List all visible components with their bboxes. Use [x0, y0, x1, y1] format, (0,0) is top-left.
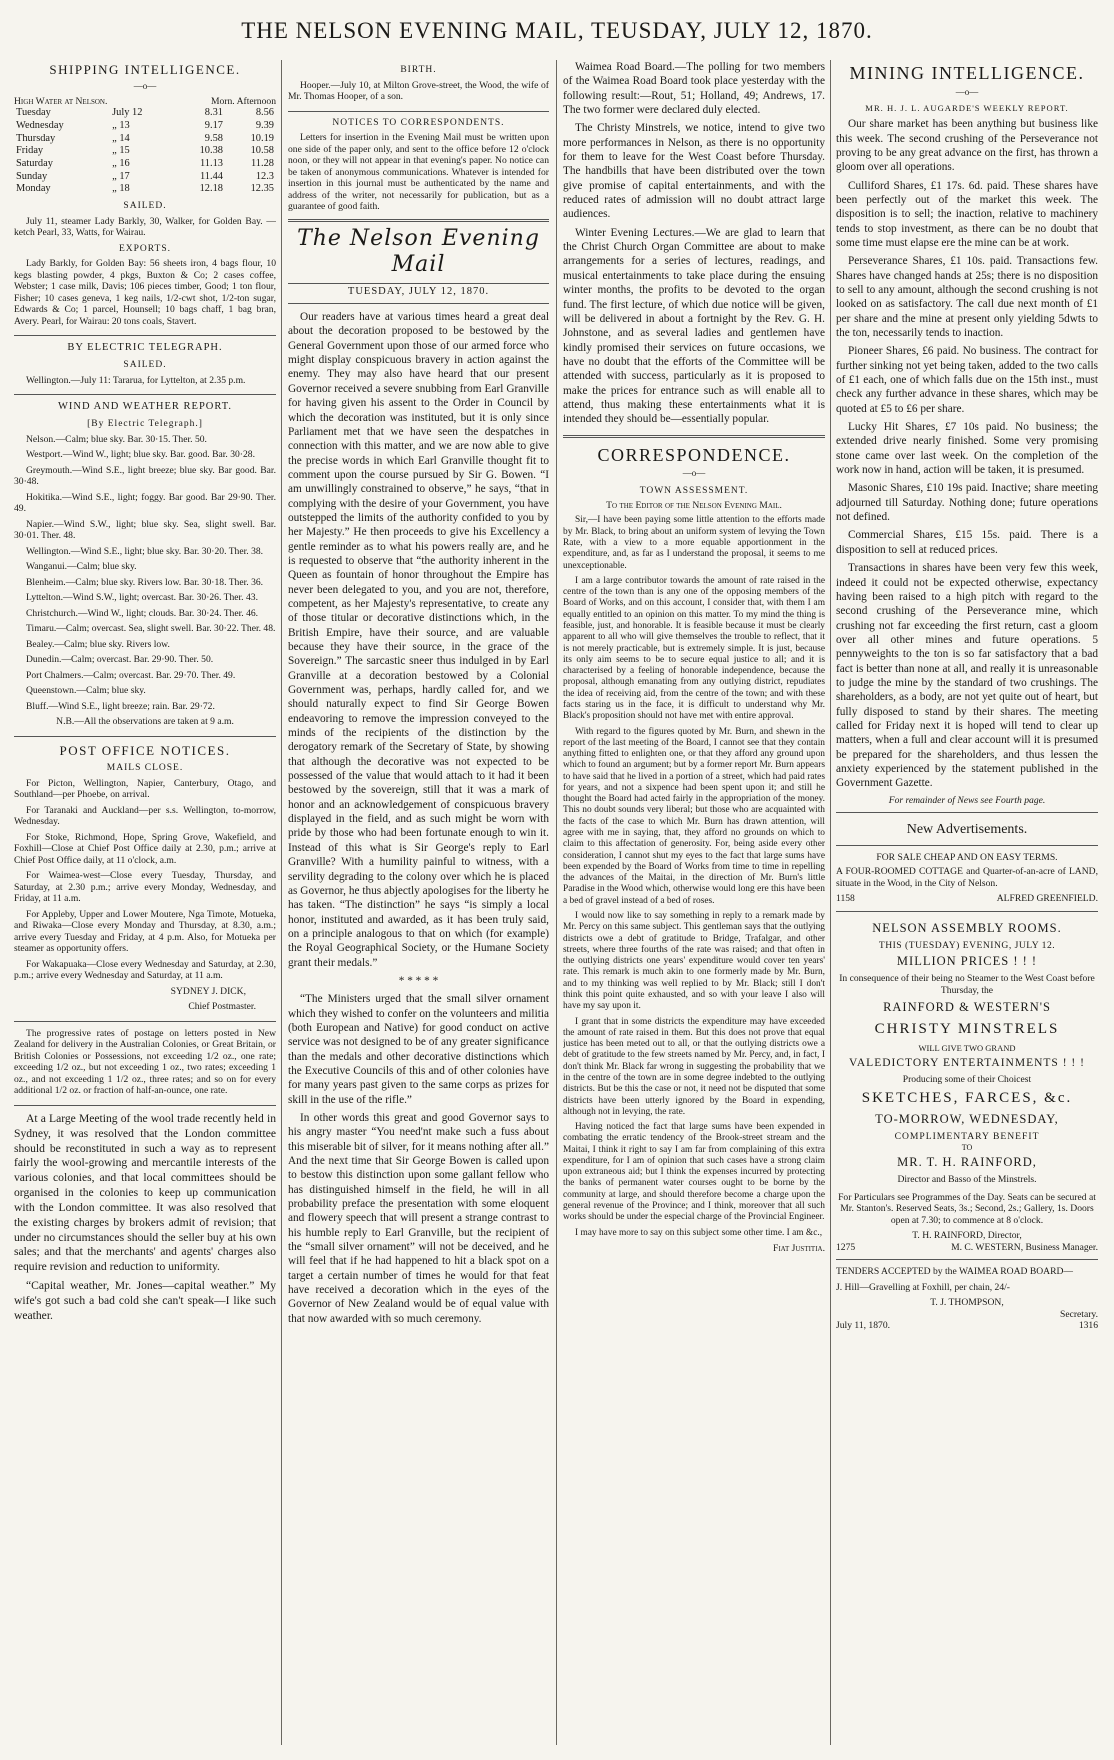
telegraph-text: Wellington.—July 11: Tararua, for Lyttelton, at 2.35 p.m. [26, 374, 246, 386]
tide-cell: Wednesday [16, 120, 64, 132]
tender-date: July 11, 1870. [836, 1320, 891, 1332]
tide-cell: „ 17 [112, 170, 130, 182]
postmaster-signature: SYDNEY J. DICK, [170, 985, 246, 997]
rainford-sig: T. H. RAINFORD, Director, [912, 1230, 1022, 1242]
weather-item: Hokitika.—Wind S.E., light; foggy. Bar good. Bar 29·90. Ther. 49. [14, 491, 276, 515]
tenders-heading: TENDERS ACCEPTED by the WAIMEA ROAD BOARD— [836, 1266, 1074, 1278]
tide-cell: 12.35 [250, 183, 274, 195]
tide-cell: 9.39 [255, 120, 274, 132]
tide-row [14, 183, 276, 196]
tide-cell: Saturday [16, 158, 53, 170]
tide-caption: High Water at Nelson. [14, 95, 108, 107]
editorial-paragraph: In other words this great and good Governor says to his angry master “You need'nt make such a fuss about this miserable bit of silver, for it means nothing after all.” And the next time that Sir George Bowen is called upon to bestow this distinction upon some gallant fellow who has distinguished himself in the field, he will in all probability preface the presentation with some eloquent and flowery speech that will present a strange contrast to his humble reply to Earl Granville, but the recipient of the “small silver ornament” will not be deceived, and he will feel that if he had happened to hit a black spot on a target a certain number of times he would for that feat have received a decoration which in the eyes of the Governor of New Zealand would be of equal value with that now awarded with so much ceremony. [288, 1112, 549, 1325]
tide-row [14, 133, 276, 146]
weather-item: Wellington.—Wind S.E., light; blue sky. Bar. 30·20. Ther. 38. [26, 545, 264, 557]
mail-notice: For Wakapuaka—Close every Wednesday and Saturday, at 2.30, p.m.; arrive every Wednesday and Saturday, at 11 a.m. [14, 958, 276, 982]
tide-cell: Thursday [16, 132, 56, 144]
column-1 [14, 60, 276, 1745]
weather-item: Westport.—Wind W., light; blue sky. Bar. good. Bar. 30·28. [26, 449, 255, 461]
notices-text: Letters for insertion in the Evening Mail must be written upon one side of the paper only, and sent to the office before 12 o'clock noon, or they will not appear in that evening's paper. No notice can be taken of anonymous communications. Whatever is intended for insertion in this journal must be authenticated by the name and address of the writer, not necessarily for publication, but as a guarantee of good faith. [288, 132, 549, 213]
weather-item: Christchurch.—Wind W., light; clouds. Bar. 30·24. Ther. 46. [26, 607, 259, 619]
letter-paragraph: With regard to the figures quoted by Mr. Burn, and shewn in the report of the last meeting of the Board, I cannot see that they contain anything fitted to enlighten one, or that they afford any ground upon which to found an argument; but by a former report Mr. Burn appears to have said that he lived in a portion of a street, which had paid rates for years, and not a sixpence had been spent upon it; and still he thought the Board had acted fairly in the appropriation of the money. This no doubt sounds very liberal; but those who are acquainted with the facts of the case to which Mr. Burn has drawn attention, will agree with me in saying, that, they afford no grounds on which to claim to this affectation of generosity. For, being aside every other consideration, I cannot shut my eyes to the fact that large sums have been expended by the Board of Works from time to time in repelling the advances of the Maitai, in the direction of Mr. Burn's little Paradise in the Wood which, otherwise would long ere this have been a bed of gravel instead of a bed of roses. [563, 726, 825, 906]
tide-cell: Monday [16, 183, 51, 195]
ornament: —o— [955, 86, 979, 97]
mining-list [836, 117, 1098, 790]
tide-row [14, 145, 276, 158]
tide-cols: Morn. Afternoon [210, 95, 276, 107]
letter-paragraph: I am a large contributor towards the amount of rate raised in the centre of the town than is any one of the opposing members of the Board of Works, and on this account, I consider that, with them I am equally entitled to an opinion on this matter. To my mind the thing is feasible, just, and honorable. It is feasible because it must be clearly apparent to all who will give themselves the trouble to reflect, that it is not merely practicable, but is extremely simple. It is just, because its only aim seems to be to secure equal justice to all; and it is characterised by a feeling of honorable independence, because the proposal, although emanating from any outlying district, repudiates the idea of receiving aid, from the centre of the town; and with these facts staring us in the face, it is difficult to understand why Mr. Black's proposition should not have met with entire approval. [563, 575, 825, 722]
weather-item: Wanganui.—Calm; blue sky. [26, 561, 137, 573]
letter-paragraph: Having noticed the fact that large sums have been expended in combating the erratic tendency of the Brook-street stream and the Maitai, I think it right to say I am far from complaining of this extra expenditure, for I am of opinion that such cases have a strong claim upon extraneous aid; but I think the expenses incurred by protecting the banks of permanent water courses ought to be borne by the community at large, and should therefore become a charge upon the general revenue of the Province; and I think, moreover that all such works should be under the especial charge of the Provincial Engineer. [563, 1122, 825, 1223]
weather-list [14, 434, 276, 713]
mining-title: MINING INTELLIGENCE. [849, 63, 1085, 83]
letter-signoff: Fiat Justitia. [773, 1242, 825, 1254]
tomorrow: TO-MORROW, WEDNESDAY, [875, 1112, 1059, 1127]
exports-text: Lady Barkly, for Golden Bay: 56 sheets iron, 4 bags flour, 10 kegs blasting powder, 4 pkgs, Buxton & Co; 2 cases coffee, Webster; 1 case milk, Davis; 106 pieces timber, Good; 1 ton flour, Fisher; 10 cases geneva, 1 keg nails, 1/2-cwt shot, 1/2-ton sugar, Edwards & Co; 1 parcel, Hounsell; 10 bags chaff, 1 bag bran, Avery. Pearl, for Wairau: 20 tons coals, Stavert. [14, 258, 276, 327]
mail-notice: For Waimea-west—Close every Tuesday, Thursday, and Saturday, at 2.30 p.m.; arrive every Monday, Wednesday, and Friday, at 11 a.m. [14, 870, 276, 905]
paper-title: The Nelson Evening Mail [288, 219, 549, 285]
tide-cell: 10.58 [250, 145, 274, 157]
christy-minstrels: CHRISTY MINSTRELS [874, 1021, 1060, 1038]
tide-cell: „ 16 [112, 158, 130, 170]
tide-cell: „ 18 [112, 183, 130, 195]
letter-paragraph: I grant that in some districts the expenditure may have exceeded the amount of rate raised in them. But this does not prove that equal justice has been meted out to all, or that the outlying districts owe a debt of gratitude to the few streets named by Mr. Percy, and, in fact, I don't think Mr. Black far wrong in suggesting the probability that we in the centre of the town are in some degree indebted to the outlying districts. But be this the case or not, it need not be disputed that some districts have been utterly ignored by the Board in expending, although not in levying, the rate. [563, 1016, 825, 1117]
mail-notice: For Appleby, Upper and Lower Moutere, Nga Timote, Motueka, and Riwaka—Close every Monday and Thursday, at 8.30, a.m.; arrive every Tuesday and Friday, at 4 p.m. Also, for Motueka per steamer as opportunity offers. [14, 908, 276, 955]
million-prices: MILLION PRICES ! ! ! [896, 954, 1038, 969]
weather-item: Dunedin.—Calm; overcast. Bar. 29·90. Ther. 50. [26, 654, 214, 666]
tide-cell: „ 14 [112, 132, 130, 144]
weather-item: Nelson.—Calm; blue sky. Bar. 30·15. Ther. 50. [26, 433, 207, 445]
mining-paragraph: Lucky Hit Shares, £7 10s paid. No business; the extended drive nearly finished. Some very promising stone came over last week. On the completion of the work now in hand, action will be taken, it is presumed. [836, 421, 1098, 477]
winter-lectures: Winter Evening Lectures.—We are glad to learn that the Christ Church Organ Committee are about to make arrangements for a series of lectures, readings, and musical entertainments to take place during the ensuing winter months, the profits to be devoted to the organ fund. The first lecture, of which due notice will be given, will be delivered in about a fortnight by the Rev. G. H. Johnstone, and as several ladies and gentlemen have kindly promised their services on future occasions, we have no doubt that the efforts of the Committee will be attended with success, particularly as it is proposed to make the prices for entrance such as will enable all to attend, thus making these entertainments what it is intended they should be—essentially popular. [563, 226, 825, 426]
weather-item: Napier.—Wind S.W., light; blue sky. Sea, slight swell. Bar. 30·01. Ther. 48. [14, 518, 276, 542]
shipping-title: SHIPPING INTELLIGENCE. [49, 62, 241, 77]
assembly-rooms: NELSON ASSEMBLY ROOMS. [872, 920, 1062, 935]
tide-cell: 9.58 [204, 132, 223, 144]
mining-sub: MR. H. J. L. AUGARDE'S WEEKLY REPORT. [865, 103, 1069, 114]
mail-notice: For Picton, Wellington, Napier, Canterbury, Otago, and Southland—per Phoebe, on arrival. [14, 777, 276, 801]
tide-cell: Friday [16, 145, 44, 157]
tide-cell: 12.18 [199, 183, 223, 195]
column-2 [288, 60, 549, 1745]
editorial [288, 310, 549, 1326]
weather-note: N.B.—All the observations are taken at 9 a.m. [56, 716, 234, 728]
mining-paragraph: Our share market has been anything but business like this week. The second crushing of the Perseverance not proving to be any great advance on the first, has thrown a gloom over all operations. [836, 118, 1098, 174]
tide-cell: 10.19 [250, 132, 274, 144]
cottage-text: A FOUR-ROOMED COTTAGE and Quarter-of-an-acre of LAND, situate in the Wood, in the City of Nelson. [836, 866, 1098, 889]
tide-header [14, 96, 276, 108]
birth-title: BIRTH. [400, 65, 437, 75]
to: TO [961, 1142, 973, 1152]
post-list [14, 778, 276, 982]
tide-cell: 8.31 [204, 107, 223, 119]
wool-meeting: At a Large Meeting of the wool trade recently held in Sydney, it was resolved that the London committee should be reconstituted in such a way as to represent fairly the wool-growing and mercantile interests of the various colonies, and that local committees should be organised in the colonies to keep up communication with the London committee. It was also resolved that the existing charges by brokers admit of revision; that under no circumstances should the seller buy at his own sales; and that the merchants' and agents' charges also require revision and reduction to uniformity. [14, 1111, 276, 1274]
letter-body [563, 515, 825, 1238]
producing: Producing some of their Choicest [902, 1073, 1032, 1085]
ad-number: 1316 [1078, 1320, 1098, 1332]
post-subtitle: MAILS CLOSE. [106, 763, 184, 774]
mining-paragraph: Culliford Shares, £1 17s. 6d. paid. These shares have been perfectly out of the market this week. The disposition is to sell; the inaction, relative to machinery tends to stop investment, as there can be no doubt that some time must elapse ere the mine can be at work. [836, 179, 1098, 249]
director-line: Director and Basso of the Minstrels. [897, 1174, 1037, 1186]
letter-to-editor: To the Editor of the Nelson Evening Mail. [606, 499, 782, 511]
editorial-paragraph: Our readers have at various times heard a great deal about the decoration proposed to be bestowed by the General Government upon those of our armed force who might display conspicuous bravery in action against the enemy. They may also have heard that our present Governor received a severe snubbing from Earl Granville for having given his assent to the Order in Council by which the decoration was instituted, but it is only since Parliament met that we have seen the despatches in connection with this matter, and we are now able to give the precise words in which Earl Granville thought fit to comment upon the course pursued by Sir G. Bowen. “I am unwillingly constrained to observe,” he says, “that in complying with the desire of your Government, you have outstepped the limits of the authority confided to you by her Majesty.” He then proceeds to give his Excellency a gentle reminder as to what his powers really are, and he is requested to observe that “the authority inherent in the Queen as fountain of honor throughout the Empire has never been delegated to you, and you are not, therefore, competent, as her Majesty's representative, to create any of those titular or decorative distinctions which, in the British Empire, have their source, and are valuable because they have their source, in the grace of the Sovereign.” The sarcastic sneer thus indulged in by Earl Granville at a decoration bestowed by a Colonial Government was, perhaps, hardly called for, and we should naturally expect to find Sir George Bowen endeavoring to remove the impression conveyed to the minds of the recipients of the distinction by the derogatory remark of the Secretary of State, by showing that although the decorative was not expected to be possessed of the value that would attach to it had it been bestowed by the sovereign, still that it was a mark of honor and an acknowledgement of conspicuous bravery displayed in the field, and as such might be worn with pride by those who had been fortunate enough to win it. Instead of this what is Sir George's reply to Earl Granville? With a humility painful to witness, with a servility degrading to the colony over which he is placed as Governor, he thus abjectly apologises for the liberty he has taken. “The distinction” he says “is simply a local honor, instituted and awarded, as it has been truly said, on a principle analogous to that on which (for example) the Royal Geographical Society, or the Humane Society grant their medals.” [288, 311, 549, 969]
ad-signature: ALFRED GREENFIELD. [996, 893, 1098, 905]
weather-item: Timaru.—Calm; overcast. Sea, slight swell. Bar. 30·22. Ther. 48. [26, 623, 276, 635]
stars-divider: * * * * * [398, 974, 439, 987]
post-title: POST OFFICE NOTICES. [59, 742, 231, 758]
capital-weather: “Capital weather, Mr. Jones—capital weather.” My wife's got such a bad cold she can't speak—I like such weather. [14, 1279, 276, 1322]
weather-item: Greymouth.—Wind S.E., light breeze; blue sky. Bar good. Bar. 30·48. [14, 464, 276, 488]
weather-item: Queenstown.—Calm; blue sky. [26, 685, 146, 697]
evening-line: THIS (TUESDAY) EVENING, JULY 12. [878, 939, 1056, 951]
letter-paragraph: Sir,—I have been paying some little attention to the efforts made by Mr. Black, to bring about an uniform system of levying the Town Rate, with a view to a more equable apportionment in the expenditure, and, as far as I understand the proposal, it seems to me unexceptionable. [563, 515, 825, 571]
tide-cell: 12.3 [255, 170, 274, 182]
weather-item: Port Chalmers.—Calm; overcast. Bar. 29·70. Ther. 49. [26, 669, 236, 681]
tide-cell: „ 15 [112, 145, 130, 157]
tide-cell: July 12 [112, 107, 143, 119]
birth-text: Hooper.—July 10, at Milton Grove-street, the Wood, the wife of Mr. Thomas Hooper, of a son. [288, 79, 549, 103]
tide-row [14, 158, 276, 171]
tide-cell: 8.56 [255, 107, 274, 119]
column-rule [281, 60, 282, 1745]
letter-paragraph: I would now like to say something in reply to a remark made by Mr. Percy on this same subject. This gentleman says that the outlying districts owe a debt of gratitude to Bridge, Trafalgar, and other streets, where three fourths of the rate was raised; and that often in the outlying districts one years' expenditure would cover ten years' rate. This remark is much akin to one formerly made by Mr. Burn, and to my thinking was well replied to by Mr. Black; still I don't think this point quite exhausted, and so with your leave I also will have my say upon it. [563, 911, 825, 1012]
mining-paragraph: Masonic Shares, £10 19s paid. Inactive; share meeting adjourned till Saturday. Nothing done; future operations not defined. [836, 482, 1098, 524]
telegraph-title: BY ELECTRIC TELEGRAPH. [67, 342, 223, 354]
mr-rainford: MR. T. H. RAINFORD, [897, 1155, 1037, 1170]
ad-number: 1158 [836, 893, 855, 905]
consequence-line: In consequence of their being no Steamer to the West Coast before Thursday, the [839, 973, 1095, 996]
new-advertisements [836, 812, 1098, 839]
exports-title: EXPORTS. [118, 243, 172, 254]
particulars: For Particulars see Programmes of the Day. Seats can be secured at Mr. Stanton's. Reserved Seats, 3s.; Second, 2s.; Gallery, 1s. Doors open at 7.30; to commence at 8 o'clock. [838, 1191, 1096, 1226]
for-sale-heading: FOR SALE CHEAP AND ON EASY TERMS. [876, 851, 1058, 863]
christy-minstrels-note: The Christy Minstrels, we notice, intend to give two more performances in Nelson, as there is no opportunity for them to leave for the West Coast before Thursday. The handbills that have been distributed over the town give promise of capital entertainments, and with the reduced rates of admission will no doubt attract large audiences. [563, 122, 825, 221]
column-4 [836, 60, 1098, 1745]
ornament: —o— [133, 80, 157, 91]
will-give: WILL GIVE TWO GRAND [918, 1043, 1016, 1054]
sketches-farces: SKETCHES, FARCES, &c. [861, 1090, 1073, 1107]
new-ads-heading: New Advertisements. [906, 822, 1028, 838]
mining-paragraph: Commercial Shares, £15 15s. paid. There is a disposition to sell at reduced prices. [836, 529, 1098, 556]
benefit: COMPLIMENTARY BENEFIT [894, 1131, 1040, 1143]
notices-title: NOTICES TO CORRESPONDENTS. [332, 117, 505, 128]
mining-paragraph: Perseverance Shares, £1 10s. paid. Transactions few. Shares have changed hands at 25s; there is no disposition to sell to any amount, although the second crushing is not looked on as satisfactory. The call due next month of £1 per share and the mine at present only yielding 5dwts to the ton, necessarily tends to inaction. [836, 255, 1098, 339]
sailed-text: July 11, steamer Lady Barkly, 30, Walker, for Golden Bay. — ketch Pearl, 33, Watts, for Wairau. [14, 215, 276, 239]
tide-cell: 9.17 [204, 120, 223, 132]
tide-cell: „ 13 [112, 120, 130, 132]
column-rule [830, 60, 831, 1745]
correspondence-title: CORRESPONDENCE. [597, 444, 791, 465]
weather-item: Bealey.—Calm; blue sky. Rivers low. [26, 638, 170, 650]
weather-subtitle: [By Electric Telegraph.] [87, 418, 203, 429]
town-assessment: TOWN ASSESSMENT. [639, 485, 749, 496]
weather-title: WIND AND WEATHER REPORT. [57, 401, 233, 413]
minstrels-ad [836, 911, 1098, 1253]
tide-cell: 11.13 [199, 158, 223, 170]
letter-paragraph: I may have more to say on this subject some other time. I am &c., [575, 1227, 823, 1238]
ad-number: 1275 [836, 1241, 856, 1253]
tide-cell: 11.44 [199, 170, 223, 182]
mining-paragraph: Transactions in shares have been very few this week, indeed it could not be expected otherwise, expectancy having been raised to a high pitch with regard to the second crushing of the Perseverance mine, which crushing not far exceeding the first return, cast a gloom over all other mines and future operations. 5 pennyweights to the ton is so far satisfactory that a bad fact is better than none at all, and really it is unreasonable to judge the mine by the standard of two crushings. The shareholders, as a body, are not yet quite out of heart, but fully disposed to stand by their shares. The meeting called for Friday next it is hoped will tend to clear up matters, when a full and clear account will it is presumed be prepared for the shareholders, and thus lessen the anxiety experienced by the statement published in the Government Gazette. [836, 562, 1098, 790]
column-rule [556, 60, 557, 1745]
secretary: Secretary. [1060, 1308, 1098, 1320]
tide-cell: Tuesday [16, 107, 51, 119]
tenders-ad [836, 1259, 1098, 1332]
editorial-paragraph: “The Ministers urged that the small silver ornament which they wished to confer on the volunteers and militia (both European and Native) for good conduct on active service was not designed to be of any greater significance than the medals and other decorative distinctions which the Executive Councils of this and of other colonies have for many years past given to the same corps as prizes for skill in the use of the rifle.” [288, 993, 549, 1106]
weather-item: Blenheim.—Calm; blue sky. Rivers low. Bar. 30·18. Ther. 36. [26, 576, 264, 588]
mail-notice: For Stoke, Richmond, Hope, Spring Grove, Wakefield, and Foxhill—Close at Chief Post Office daily at 2.30, p.m.; arrive at Chief Post Office daily, at 11 o'clock, a.m. [14, 831, 276, 866]
tide-row [14, 120, 276, 133]
paper-date: TUESDAY, JULY 12, 1870. [288, 286, 549, 304]
tide-row [14, 171, 276, 184]
weather-item: Bluff.—Wind S.E., light breeze; rain. Bar. 29·72. [26, 700, 215, 712]
postage-rates: The progressive rates of postage on letters posted in New Zealand for delivery in the Australian Colonies, or Great Britain, or British Colonies or Possessions, not exceeding 1/2 oz., one rate; exceeding 1/2 oz., but not exceeding 1 oz., two rates; exceeding 1 oz., and not exceeding 1 1/2 oz., three rates; and so on for every additional 1/2 oz. or fraction of half-an-ounce, one rate. [14, 1027, 276, 1097]
column-3 [563, 60, 825, 1745]
rainford-western: RAINFORD & WESTERN'S [883, 1000, 1051, 1015]
tide-row [14, 107, 276, 120]
valedictory: VALEDICTORY ENTERTAINMENTS ! ! ! [849, 1057, 1085, 1070]
waimea-road-board: Waimea Road Board.—The polling for two members of the Waimea Road Board took place yesterday with the following result:—Rout, 51; Holland, 49; Andrews, 17. The two former were declared duly elected. [563, 61, 825, 117]
weather-item: Lyttelton.—Wind S.W., light; overcast. Bar. 30·26. Ther. 43. [26, 592, 258, 604]
tide-cell: 10.38 [199, 145, 223, 157]
tide-cell: Sunday [16, 170, 48, 182]
cottage-ad [836, 845, 1098, 905]
tenders-line: J. Hill—Gravelling at Foxhill, per chain, 24/- [836, 1281, 1010, 1293]
tide-cell: 11.28 [251, 158, 274, 170]
western-sig: M. C. WESTERN, Business Manager. [951, 1241, 1098, 1253]
thompson: T. J. THOMPSON, [930, 1297, 1004, 1309]
ornament: —o— [682, 468, 706, 479]
mining-paragraph: Pioneer Shares, £6 paid. No business. The contract for further sinking not yet being taken, added to the two calls of £1 each, one of which falls due on the 15th inst., must check any further advance in these shares, which may be quoted at £5 to £6 per share. [836, 345, 1098, 415]
sailed-title: SAILED. [123, 201, 167, 212]
tide-table [14, 107, 276, 196]
remainder-note: For remainder of News see Fourth page. [888, 794, 1046, 806]
telegraph-sailed: SAILED. [123, 360, 167, 371]
masthead: THE NELSON EVENING MAIL, TEUSDAY, JULY 12, 1870. [241, 18, 873, 43]
postmaster-role: Chief Postmaster. [188, 1001, 256, 1013]
mail-notice: For Taranaki and Auckland—per s.s. Wellington, to-morrow, Wednesday. [14, 804, 276, 828]
